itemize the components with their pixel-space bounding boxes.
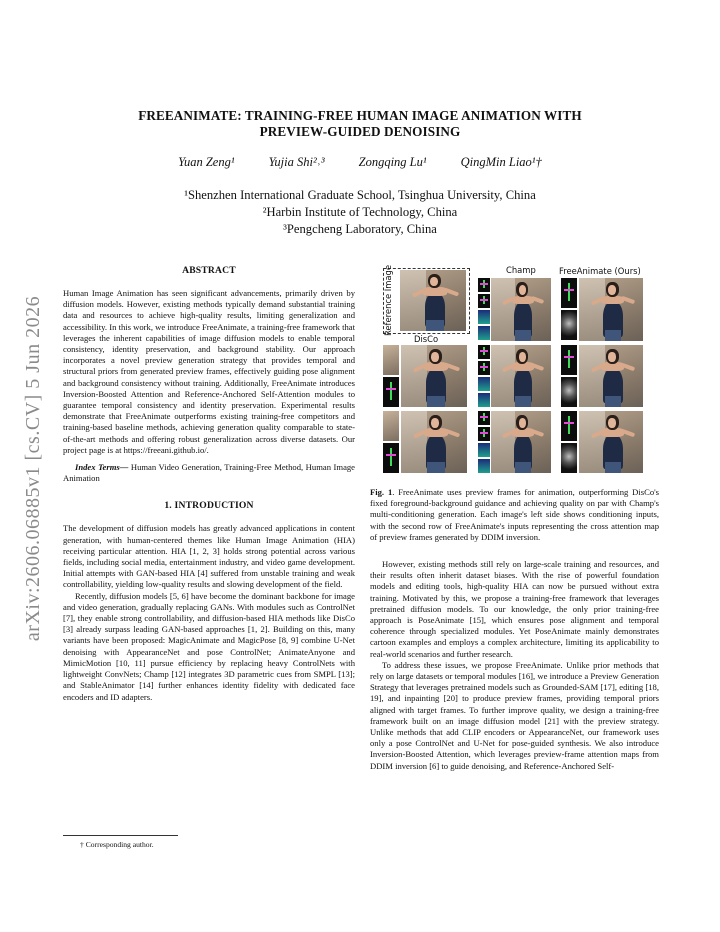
freeanimate-output	[579, 411, 643, 473]
paper-title	[100, 108, 620, 140]
author: Yujia Shi²˒³	[268, 155, 325, 169]
champ-output	[491, 411, 551, 473]
condition-thumb	[478, 411, 490, 425]
condition-thumb	[383, 411, 399, 441]
condition-thumb	[383, 443, 399, 473]
condition-thumb	[561, 443, 577, 473]
index-terms-label: Index Terms—	[75, 462, 129, 473]
index-terms	[63, 462, 355, 484]
footnote: † Corresponding author.	[80, 840, 154, 849]
reference-image-label: Reference Image	[383, 264, 394, 336]
condition-thumb	[478, 377, 490, 391]
figure-1	[370, 265, 659, 477]
condition-thumb	[383, 377, 399, 407]
condition-thumb	[561, 411, 577, 441]
footnote-rule	[63, 835, 178, 836]
label-disco: DisCo	[414, 334, 439, 344]
condition-thumb	[478, 427, 490, 441]
champ-output	[491, 345, 551, 407]
author: QingMin Liao¹†	[460, 155, 542, 169]
abstract-heading: ABSTRACT	[182, 265, 236, 276]
condition-thumb	[561, 310, 577, 340]
label-freeanimate: FreeAnimate (Ours)	[559, 266, 641, 276]
affiliation: ³Pengcheng Laboratory, China	[283, 222, 437, 236]
condition-thumb	[478, 278, 490, 292]
condition-thumb	[478, 345, 490, 359]
condition-thumb	[383, 345, 399, 375]
intro-heading: 1. INTRODUCTION	[164, 500, 254, 512]
disco-output	[401, 411, 467, 473]
condition-thumb	[561, 345, 577, 375]
condition-thumb	[478, 459, 490, 473]
condition-thumb	[561, 278, 577, 308]
arxiv-stamp-text: arXiv:2606.06885v1 [cs.CV] 5 Jun 2026	[22, 295, 45, 641]
reference-image	[400, 270, 466, 331]
condition-thumb	[478, 443, 490, 457]
affiliations	[100, 187, 620, 238]
condition-thumb	[478, 294, 490, 308]
left-column	[63, 265, 355, 703]
condition-thumb	[478, 361, 490, 375]
title-line-1: FREEANIMATE: TRAINING-FREE HUMAN IMAGE ANIMATION WITH	[138, 108, 582, 123]
caption-text: . FreeAnimate uses preview frames for animation, outperforming DisCo's fixed foreground-background guidance and achieving quality on par with Champ's multi-conditioning generation. Each image's left side shows conditioning inputs, with the second row of FreeAnimate's inputs representing the cross attention map of preview frames generated by DDIM inversion.	[370, 487, 660, 542]
freeanimate-output	[579, 278, 643, 341]
body-paragraph: However, existing methods still rely on large-scale training and resources, and their results often inherit dataset biases. With the rise of powerful foundation models and editing tools, high-quality HIA can now be pursued without extra training. Motivated by this, we propose a training-free framework that leverages pretrained diffusion models. To our knowledge, the only prior training-free approach is PoseAnimate [15], which ensures pose alignment and temporal coherence through specialized modules. Yet PoseAnimate mainly demonstrates cartoon examples and employs a complex architecture, limiting its applicability to real-world scenarios and further research.	[370, 559, 659, 659]
arxiv-stamp	[14, 263, 54, 673]
author: Yuan Zeng¹	[178, 155, 235, 169]
body-paragraph: To address these issues, we propose FreeAnimate. Unlike prior methods that rely on large datasets or temporal modules [16], we introduce a Preview Generation Strategy that leverages pretrained models such as Grounded-SAM [17], editing [18, 19], and inpainting [20] to produce preview frames, providing temporal priors aligned with target frames. To further improve quality, we design a training-free framework built on an image diffusion model [21] with the preview strategy. Unlike methods that add CLIP encoders or AppearanceNet, our framework uses only a pose ControlNet and U-Net for pose-guided synthesis. We also introduce Inversion-Boosted Attention, which leverages preview-frame attention maps from DDIM inversion [6] to guide denoising, and Reference-Anchored Self-	[370, 659, 659, 771]
condition-thumb	[478, 393, 490, 407]
abstract-text: Human Image Animation has seen significant advancements, primarily driven by diffusion models. However, existing methods typically demand substantial training data and resources to achieve high-quality results, limiting generalization and accessibility. In this work, we introduce FreeAnimate, a training-free framework that leverages the inherent capabilities of image diffusion models to enable temporal consistency, identity preservation, and background stability. Our approach incorporates a novel preview generation strategy that provides temporal and structural priors from generated preview frames, effectively guiding pose alignment and background consistency without training. Additionally, FreeAnimate introduces Inversion-Boosted Attention and Reference-Anchored Self-Attention modules to guarantee temporal consistency and identity preservation. Experimental results demonstrate that FreeAnimate outperforms existing training-free competitors and training-based baseline methods, achieving generation quality comparable to state-of-the-art methods and offering robust generalization across diverse datasets. Our project page is at https://freeani.github.io/.	[63, 288, 355, 455]
intro-paragraph: Recently, diffusion models [5, 6] have become the dominant backbone for image and video generation, gradually replacing GANs. With modules such as ControlNet [7], they enable strong controllability, and diffusion-based HIA methods like DisCo [3] already surpass leading GAN-based approaches [1, 2]. Building on this, many variants have been proposed: MagicAnimate and MagicPose [8, 9] combine U-Net denoising with AppearanceNet and pose ControlNet; AnimateAnyone and MimicMotion [10, 11] pursue efficiency by replacing heavy ControlNets with lightweight ConvNets; Champ [12] integrates 3D parametric cues from SMPL [13]; and StableAnimator [14] further enhances identity fidelity with dedicated face encoders and ID adapters.	[63, 590, 355, 702]
champ-output	[491, 278, 551, 341]
intro-paragraph: The development of diffusion models has greatly advanced applications in content generation, with human-centered themes like Human Image Animation (HIA) receiving particular attention. HIA [1, 2, 3] holds strong potential across various fields, including social media, entertainment industry, and video game development. Initial attempts with GAN-based HIA [4] suffered from unstable training and weak controllability, yielding low-quality results and slowing development of the field.	[63, 523, 355, 590]
condition-thumb	[478, 326, 490, 340]
figure-caption	[370, 487, 659, 543]
affiliation: ²Harbin Institute of Technology, China	[262, 205, 458, 219]
author: Zongqing Lu¹	[358, 155, 427, 169]
condition-thumb	[561, 377, 577, 407]
title-line-2: PREVIEW-GUIDED DENOISING	[259, 124, 461, 139]
caption-label: Fig. 1	[370, 487, 393, 497]
right-column	[370, 265, 659, 772]
freeanimate-output	[579, 345, 643, 407]
disco-output	[401, 345, 467, 407]
index-terms-text: Human Video Generation, Training-Free Method, Human Image Animation	[63, 462, 356, 484]
condition-thumb	[478, 310, 490, 324]
affiliation: ¹Shenzhen International Graduate School, Tsinghua University, China	[184, 188, 536, 202]
label-champ: Champ	[506, 265, 536, 275]
author-list	[100, 155, 620, 170]
